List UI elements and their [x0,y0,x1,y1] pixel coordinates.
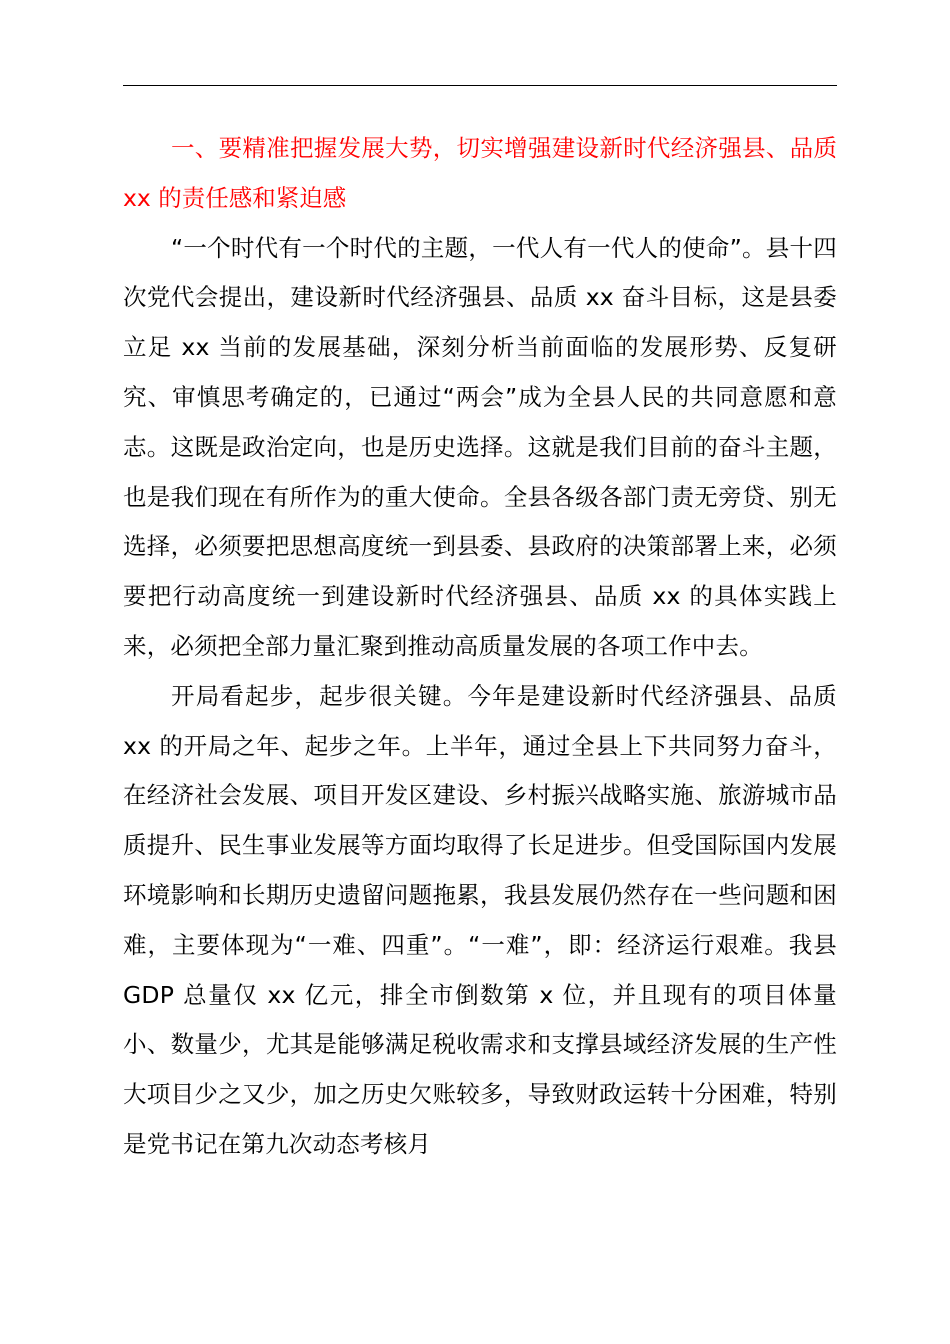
header-rule [123,85,837,86]
paragraph-1: “一个时代有一个时代的主题，一代人有一代人的使命”。县十四次党代会提出，建设新时代经济强县、品质 xx 奋斗目标，这是县委立足 xx 当前的发展基础，深刻分析当前面临的发展形势、反复研究、审慎思考确定的，已通过“两会”成为全县人民的共同意愿和意志。这既是政治定向，也是历史选择。这就是我们目前的奋斗主题，也是我们现在有所作为的重大使命。全县各级各部门责无旁贷、别无选择，必须要把思想高度统一到县委、县政府的决策部署上来，必须要把行动高度统一到建设新时代经济强县、品质 xx 的具体实践上来，必须把全部力量汇聚到推动高质量发展的各项工作中去。 [123,233,837,660]
paragraph-2: 开局看起步，起步很关键。今年是建设新时代经济强县、品质 xx 的开局之年、起步之年。上半年，通过全县上下共同努力奋斗，在经济社会发展、项目开发区建设、乡村振兴战略实施、旅游城市品质提升、民生事业发展等方面均取得了长足进步。但受国际国内发展环境影响和长期历史遗留问题拖累，我县发展仍然存在一些问题和困难，主要体现为“一难、四重”。“一难”，即：经济运行艰难。我县 GDP 总量仅 xx 亿元，排全市倒数第 x 位，并且现有的项目体量小、数量少，尤其是能够满足税收需求和支撑县域经济发展的生产性大项目少之又少，加之历史欠账较多，导致财政运转十分困难，特别是党书记在第九次动态考核月 [123,681,837,1158]
document-body [123,124,837,1170]
section-heading: 一、要精准把握发展大势，切实增强建设新时代经济强县、品质 xx 的责任感和紧迫感 [123,134,837,212]
